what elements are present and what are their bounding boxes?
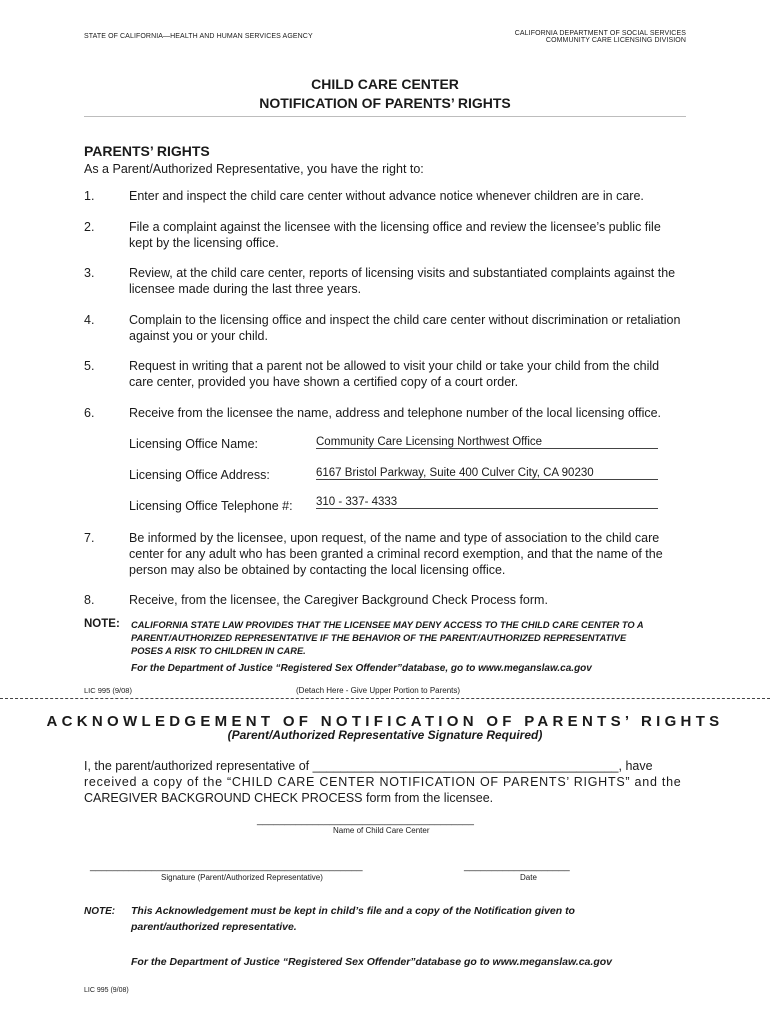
rights-intro: As a Parent/Authorized Representative, you have the right to: <box>84 162 424 176</box>
item-text: center for any adult who has been granted a criminal record exemption, and that the name of the <box>129 547 663 561</box>
agency-right <box>515 30 686 44</box>
item-number: 1. <box>84 189 95 203</box>
office-name-field[interactable]: Community Care Licensing Northwest Office <box>316 436 658 449</box>
item-number: 3. <box>84 266 95 280</box>
doj-notice: For the Department of Justice “Registered Sex Offender”database, go to www.meganslaw.ca.gov <box>131 663 592 674</box>
item-number: 8. <box>84 593 95 607</box>
ack-paragraph-line1[interactable]: I, the parent/authorized representative of ____________________________________________, have <box>84 759 653 773</box>
item-text: Receive, from the licensee, the Caregiver Background Check Process form. <box>129 593 548 607</box>
ack-paragraph-line2: received a copy of the “CHILD CARE CENTER NOTIFICATION OF PARENTS’ RIGHTS” and the <box>84 775 682 789</box>
agency-left: STATE OF CALIFORNIA—HEALTH AND HUMAN SERVICES AGENCY <box>84 33 313 40</box>
signature-line[interactable]: _________________________________________________ <box>90 861 363 872</box>
item-number: 7. <box>84 531 95 545</box>
item-text: kept by the licensing office. <box>129 236 279 250</box>
office-phone-label: Licensing Office Telephone #: <box>129 499 293 513</box>
date-line[interactable]: ___________________ <box>464 861 570 872</box>
item-text: Enter and inspect the child care center without advance notice whenever children are in care. <box>129 189 644 203</box>
ack-doj-notice: For the Department of Justice “Registered Sex Offender”database go to www.meganslaw.ca.gov <box>131 956 612 968</box>
note-text-line2: PARENT/AUTHORIZED REPRESENTATIVE IF THE BEHAVIOR OF THE PARENT/AUTHORIZED REPRESENTATIVE <box>131 633 627 643</box>
office-name-label: Licensing Office Name: <box>129 437 258 451</box>
office-address-label: Licensing Office Address: <box>129 468 270 482</box>
item-number: 6. <box>84 406 95 420</box>
ack-note-line2: parent/authorized representative. <box>131 921 297 933</box>
item-number: 2. <box>84 220 95 234</box>
child-care-center-name-line[interactable]: _______________________________________ <box>257 815 474 826</box>
child-care-center-name-label: Name of Child Care Center <box>333 826 430 835</box>
form-id: LIC 995 (9/08) <box>84 686 132 695</box>
detach-instruction: (Detach Here - Give Upper Portion to Parents) <box>296 686 461 695</box>
item-text: File a complaint against the licensee with the licensing office and review the licensee’s public file <box>129 220 661 234</box>
office-phone-field[interactable]: 310 - 337- 4333 <box>316 496 658 509</box>
ack-title: ACKNOWLEDGEMENT OF NOTIFICATION OF PARENTS’ RIGHTS <box>46 713 724 730</box>
item-number: 4. <box>84 313 95 327</box>
item-text: Complain to the licensing office and inspect the child care center without discrimination or retaliation <box>129 313 681 327</box>
item-text: against you or your child. <box>129 329 268 343</box>
ack-subtitle: (Parent/Authorized Representative Signature Required) <box>227 728 543 742</box>
item-text: licensee made during the last three years. <box>129 282 362 296</box>
item-text: Be informed by the licensee, upon request, of the name and type of association to the child care <box>129 531 660 545</box>
note-text-line3: POSES A RISK TO CHILDREN IN CARE. <box>131 646 306 656</box>
title-line1: CHILD CARE CENTER <box>311 76 459 92</box>
item-text: Review, at the child care center, reports of licensing visits and substantiated complaints against the <box>129 266 676 280</box>
signature-label: Signature (Parent/Authorized Representative) <box>161 873 323 882</box>
item-text: care center, provided you have shown a certified copy of a court order. <box>129 375 519 389</box>
ack-note-line1: This Acknowledgement must be kept in child’s file and a copy of the Notification given to <box>131 905 575 917</box>
ack-paragraph-line3: CAREGIVER BACKGROUND CHECK PROCESS form from the licensee. <box>84 791 494 805</box>
office-address-field[interactable]: 6167 Bristol Parkway, Suite 400 Culver City, CA 90230 <box>316 467 658 480</box>
detach-line <box>0 698 770 699</box>
item-number: 5. <box>84 359 95 373</box>
date-label: Date <box>520 873 537 882</box>
item-text: person may also be obtained by contacting the local licensing office. <box>129 563 506 577</box>
title-divider <box>84 116 686 117</box>
ack-note-label: NOTE: <box>84 906 116 917</box>
rights-heading: PARENTS’ RIGHTS <box>84 143 210 159</box>
item-text: Receive from the licensee the name, address and telephone number of the local licensing office. <box>129 406 662 420</box>
note-label: NOTE: <box>84 618 120 630</box>
agency-right-line1: CALIFORNIA DEPARTMENT OF SOCIAL SERVICES <box>514 30 686 37</box>
form-id-bottom: LIC 995 (9/08) <box>84 987 129 994</box>
item-text: Request in writing that a parent not be allowed to visit your child or take your child from the child <box>129 359 660 373</box>
title-line2: NOTIFICATION OF PARENTS’ RIGHTS <box>259 95 511 111</box>
agency-right-line2: COMMUNITY CARE LICENSING DIVISION <box>545 37 686 44</box>
note-text-line1: CALIFORNIA STATE LAW PROVIDES THAT THE LICENSEE MAY DENY ACCESS TO THE CHILD CARE CENTER TO A <box>131 620 644 630</box>
